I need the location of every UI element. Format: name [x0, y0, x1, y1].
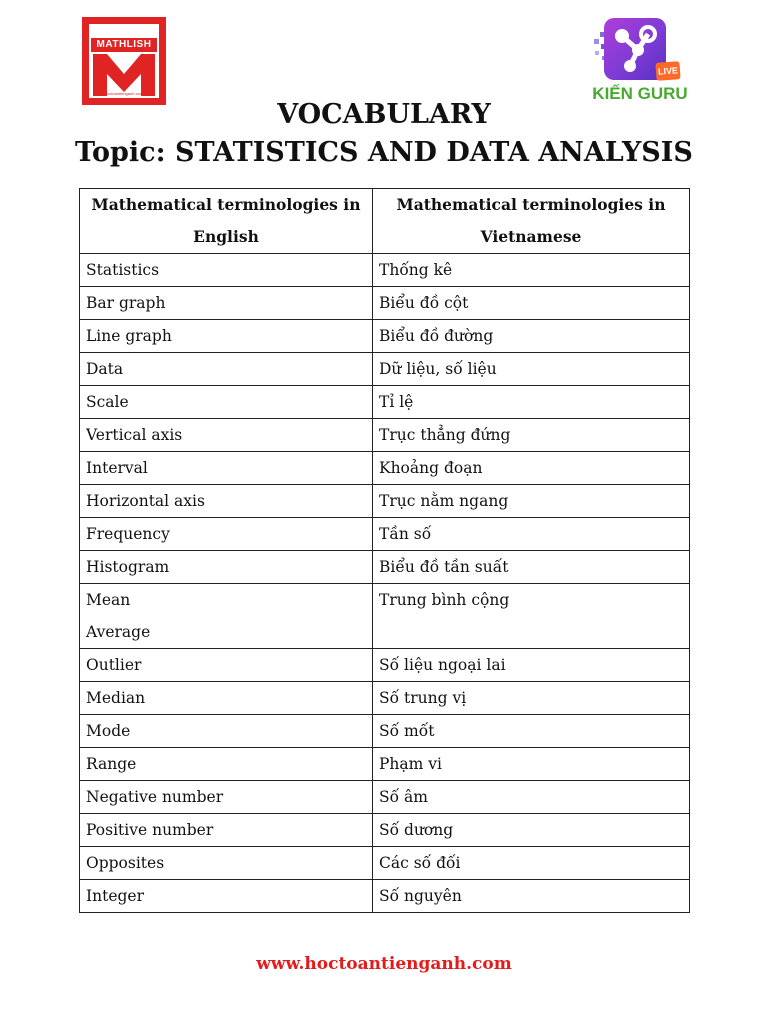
term-english	[80, 551, 373, 584]
table-row	[80, 551, 690, 584]
term-english-text: Horizontal axis	[86, 492, 205, 510]
term-english-text: Integer	[86, 887, 145, 905]
term-english	[80, 748, 373, 781]
term-english	[80, 682, 373, 715]
term-english-text: Mean	[86, 591, 131, 609]
term-vietnamese: Biểu đồ đường	[373, 320, 690, 353]
term-english-text: Range	[86, 755, 137, 773]
table-row	[80, 748, 690, 781]
term-english-text: Positive number	[86, 821, 214, 839]
term-vietnamese: Biểu đồ cột	[373, 287, 690, 320]
term-vietnamese: Thống kê	[373, 254, 690, 287]
term-vietnamese: Biểu đồ tần suất	[373, 551, 690, 584]
table-row	[80, 452, 690, 485]
table-row	[80, 320, 690, 353]
table-row	[80, 814, 690, 847]
table-row	[80, 584, 690, 649]
term-english	[80, 287, 373, 320]
term-english-text: Scale	[86, 393, 129, 411]
footer-website: www.hoctoantienganh.com	[256, 954, 512, 974]
term-vietnamese: Số trung vị	[373, 682, 690, 715]
term-english-text: Mode	[86, 722, 131, 740]
term-english	[80, 649, 373, 682]
term-english-text: Bar graph	[86, 294, 166, 312]
term-vietnamese: Số nguyên	[373, 880, 690, 913]
term-english	[80, 485, 373, 518]
table-row	[80, 287, 690, 320]
page-subtitle: Topic: STATISTICS AND DATA ANALYSIS	[75, 137, 693, 168]
table-row	[80, 781, 690, 814]
vocabulary-table-body	[80, 254, 690, 913]
table-row	[80, 386, 690, 419]
term-english-alt-text: Average	[86, 623, 151, 641]
term-english-text: Interval	[86, 459, 148, 477]
header-english: Mathematical terminologies in English	[80, 189, 373, 254]
header-vietnamese: Mathematical terminologies in Vietnamese	[373, 189, 690, 254]
term-english	[80, 781, 373, 814]
table-row	[80, 485, 690, 518]
term-english	[80, 320, 373, 353]
term-english	[80, 386, 373, 419]
term-vietnamese: Số liệu ngoại lai	[373, 649, 690, 682]
mathlish-logo-text: MATHLISH	[91, 38, 157, 52]
term-vietnamese: Dữ liệu, số liệu	[373, 353, 690, 386]
term-english-text: Line graph	[86, 327, 172, 345]
term-english	[80, 452, 373, 485]
term-english	[80, 584, 373, 649]
table-row	[80, 353, 690, 386]
term-vietnamese: Trung bình cộng	[373, 584, 690, 649]
term-vietnamese: Các số đối	[373, 847, 690, 880]
table-row	[80, 847, 690, 880]
term-english-text: Vertical axis	[86, 426, 183, 444]
term-english	[80, 518, 373, 551]
term-vietnamese: Tần số	[373, 518, 690, 551]
term-vietnamese: Số dương	[373, 814, 690, 847]
term-vietnamese: Trục thẳng đứng	[373, 419, 690, 452]
term-english-text: Outlier	[86, 656, 142, 674]
term-english	[80, 419, 373, 452]
table-row	[80, 518, 690, 551]
term-english	[80, 353, 373, 386]
term-english-text: Statistics	[86, 261, 160, 279]
term-vietnamese: Khoảng đoạn	[373, 452, 690, 485]
table-row	[80, 715, 690, 748]
term-vietnamese: Tỉ lệ	[373, 386, 690, 419]
term-english-text: Histogram	[86, 558, 170, 576]
mathlish-logo-site: hoctoantienganh.com	[104, 91, 144, 96]
term-vietnamese: Số mốt	[373, 715, 690, 748]
table-row	[80, 649, 690, 682]
term-english-text: Opposites	[86, 854, 165, 872]
kien-guru-logo-text: KIẾN GURU	[592, 84, 688, 103]
page-title: VOCABULARY	[277, 99, 491, 130]
term-english-text: Negative number	[86, 788, 224, 806]
term-english-text: Median	[86, 689, 146, 707]
vocabulary-table	[79, 188, 690, 913]
live-badge: LIVE	[655, 61, 680, 81]
term-english	[80, 880, 373, 913]
term-english	[80, 814, 373, 847]
table-row	[80, 880, 690, 913]
term-vietnamese: Phạm vi	[373, 748, 690, 781]
term-vietnamese: Trục nằm ngang	[373, 485, 690, 518]
term-english-text: Frequency	[86, 525, 170, 543]
table-header-row	[80, 189, 690, 254]
term-english	[80, 847, 373, 880]
kien-guru-logo	[592, 18, 688, 110]
term-english	[80, 254, 373, 287]
term-vietnamese: Số âm	[373, 781, 690, 814]
table-row	[80, 682, 690, 715]
table-row	[80, 419, 690, 452]
mathlish-logo	[82, 17, 166, 105]
term-english	[80, 715, 373, 748]
table-row	[80, 254, 690, 287]
term-english-text: Data	[86, 360, 124, 378]
